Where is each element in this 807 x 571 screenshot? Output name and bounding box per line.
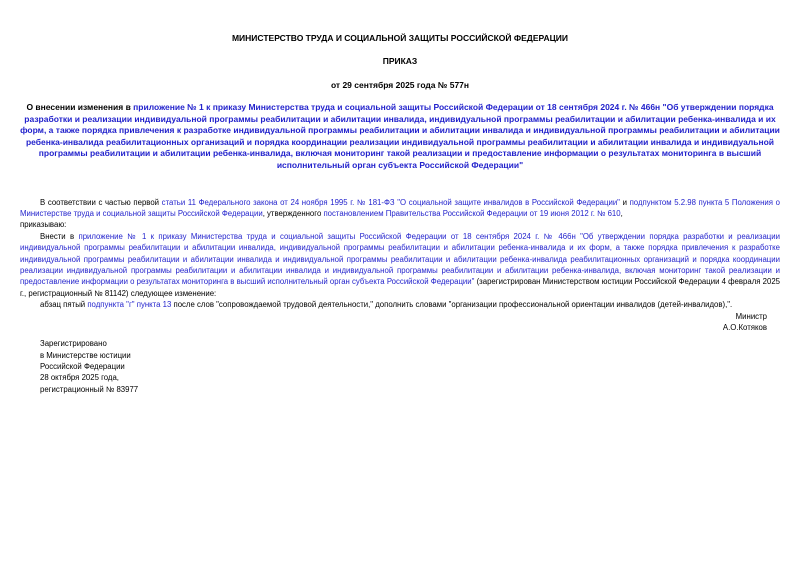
registration-line: в Министерстве юстиции: [40, 350, 131, 360]
text-segment: приказываю:: [20, 220, 67, 230]
paragraph-amendment-intro: [20, 231, 780, 299]
document-link[interactable]: приложение № 1 к приказу Министерства труда и социальной защиты Российской Федерации от 18 сентября 2024 г. № 466н "Об утверждении порядка разработки и реализации индивидуальной программы реабилитации и абилитации инвалида, индивидуальной программы реабилитации и абилитации ребенка-инвалида и их форм, а также порядка привлечения к разработке индивидуальной программы реабилитации и абилитации инвалида и индивидуальной программы реабилитации и абилитации ребенка-инвалида реабилитационных организаций и порядка координации реализации индивидуальной программы реабилитации и абилитации инвалида и индивидуальной программы реабилитации и абилитации ребенка-инвалида, включая мониторинг такой реализации и предоставление информации о результатах мониторинга в высший исполнительный орган субъекта Российской Федерации": [20, 102, 780, 170]
paragraph-preamble: [20, 197, 780, 220]
registration-line: Российской Федерации: [40, 362, 125, 372]
document-title: [20, 102, 780, 172]
text-segment: абзац пятый: [40, 300, 88, 310]
document-date-number: от 29 сентября 2025 года № 577н: [330, 80, 470, 90]
signer-name: А.О.Котяков: [722, 323, 767, 333]
text-segment: и: [619, 197, 630, 207]
text-segment: ,: [620, 208, 623, 218]
registration-line: регистрационный № 83977: [40, 384, 139, 394]
text-segment: (зарегистрирован Министерством юстиции Российской Федерации 4 февраля 2025 г., регистрационный № 81142) следующее изменение:: [20, 277, 780, 298]
ministry-name: МИНИСТЕРСТВО ТРУДА И СОЦИАЛЬНОЙ ЗАЩИТЫ РОССИЙСКОЙ ФЕДЕРАЦИИ: [231, 33, 569, 43]
text-segment: В соответствии с частью первой: [40, 197, 162, 207]
text-segment: , утвержденного: [262, 208, 324, 218]
registration-line: 28 октября 2025 года,: [40, 373, 119, 383]
signer-post: Министр: [735, 311, 767, 321]
registration-line: Зарегистрировано: [40, 339, 107, 349]
paragraph-amendment-text: [20, 299, 780, 310]
document-link[interactable]: статьи 11 Федерального закона от 24 ноября 1995 г. № 181-ФЗ "О социальной защите инвалидов в Российской Федерации": [161, 197, 620, 207]
document-link[interactable]: подпункта "г" пункта 13: [87, 300, 172, 310]
document-type: ПРИКАЗ: [382, 56, 418, 66]
signature-block: [20, 311, 780, 334]
paragraph-order-word: [20, 219, 780, 230]
document-link[interactable]: постановлением Правительства Российской Федерации от 19 июня 2012 г. № 610: [323, 208, 621, 218]
registration-block: [40, 338, 780, 394]
text-segment: О внесении изменения в: [26, 102, 134, 112]
text-segment: после слов "сопровождаемой трудовой деятельности," дополнить словами "организации профессиональной ориентации инвалидов (детей-инвалидов),".: [171, 300, 733, 310]
document-link[interactable]: приложение № 1 к приказу Министерства труда и социальной защиты Российской Федерации от 18 сентября 2024 г. № 466н "Об утверждении порядка разработки и реализации индивидуальной программы реабилитации и абилитации инвалида, индивидуальной программы реабилитации и абилитации ребенка-инвалида и их форм, а также порядка привлечения к разработке индивидуальной программы реабилитации и абилитации инвалида и индивидуальной программы реабилитации и абилитации ребенка-инвалида реабилитационных организаций и порядка координации реализации индивидуальной программы реабилитации и абилитации инвалида и индивидуальной программы реабилитации и абилитации ребенка-инвалида, включая мониторинг такой реализации и предоставление информации о результатах мониторинга в высший исполнительный орган субъекта Российской Федерации": [20, 231, 780, 287]
document-link[interactable]: подпунктом 5.2.98 пункта 5 Положения о Министерстве труда и социальной защиты Российской Федерации: [20, 197, 780, 218]
document-body: [20, 197, 780, 311]
text-segment: Внести в: [40, 231, 79, 241]
